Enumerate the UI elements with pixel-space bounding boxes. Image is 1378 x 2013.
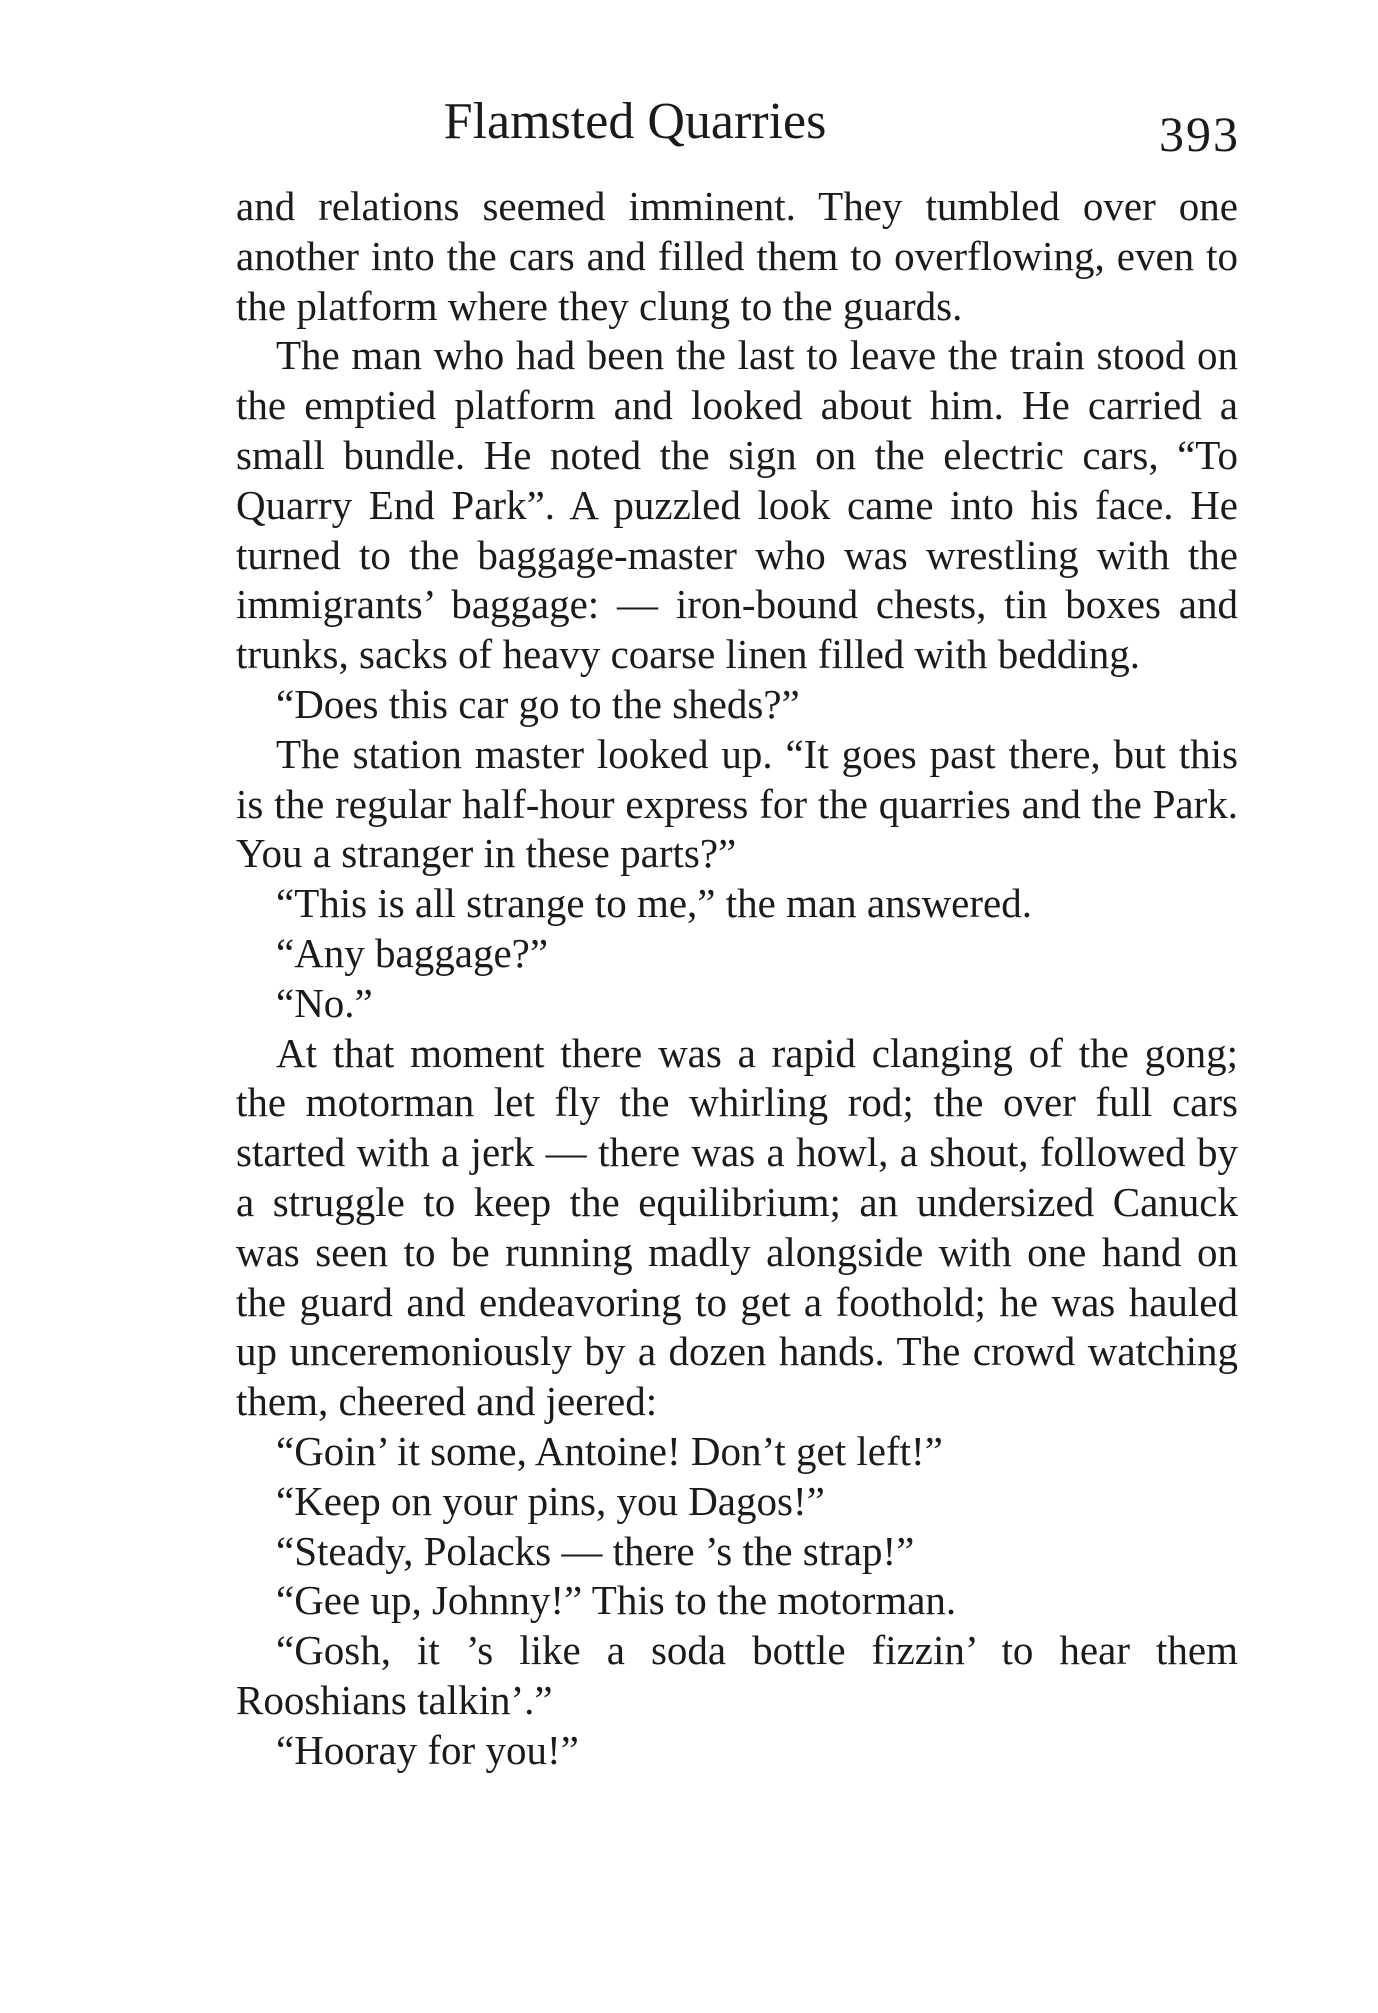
paragraph-continuation: and relations seemed imminent. They tumbled over one another into the cars and filled them to overflowing, even to the platform where they clung to the guards. (236, 183, 1238, 329)
dialogue-line: “Any baggage?” (276, 929, 549, 976)
dialogue-line: “Gosh, it ’s like a soda bottle fizzin’ to hear them Rooshians talkin’.” (236, 1627, 1238, 1723)
dialogue-line: “Does this car go to the sheds?” (276, 680, 800, 727)
dialogue-line: “Hooray for you!” (276, 1726, 579, 1773)
dialogue-line: “Steady, Polacks — there ’s the strap!” (276, 1527, 915, 1574)
paragraph: The man who had been the last to leave the train stood on the emptied platform and looked about him. He carried a small bundle. He noted the sign on the electric cars, “To Quarry End Park”. A puzzled look came into his face. He turned to the baggage-master who was wrestling with the immigrants’ baggage: — iron-bound chests, tin boxes and trunks, sacks of heavy coarse linen filled with bedding. (236, 332, 1238, 678)
dialogue-line: “No.” (276, 979, 373, 1026)
page-number: 393 (1159, 106, 1240, 162)
dialogue-line: “Keep on your pins, you Dagos!” (276, 1477, 825, 1524)
book-title: Flamsted Quarries (443, 93, 827, 150)
paragraph: The station master looked up. “It goes past there, but this is the regular half-hour express for the quarries and the Park. You a stranger in these parts?” (236, 730, 1238, 877)
page-body (236, 182, 1238, 1776)
dialogue-line: “This is all strange to me,” the man answered. (276, 880, 1032, 927)
dialogue-line: “Goin’ it some, Antoine! Don’t get left!” (276, 1427, 943, 1474)
dialogue-line: “Gee up, Johnny!” This to the motorman. (276, 1577, 957, 1624)
paragraph: At that moment there was a rapid clanging of the gong; the motorman let fly the whirling rod; the over full cars started with a jerk — there was a howl, a shout, followed by a struggle to keep the equilibrium; an undersized Canuck was seen to be running madly alongside with one hand on the guard and endeavoring to get a foothold; he was hauled up unceremoniously by a dozen hands. The crowd watching them, cheered and jeered: (236, 1029, 1238, 1425)
